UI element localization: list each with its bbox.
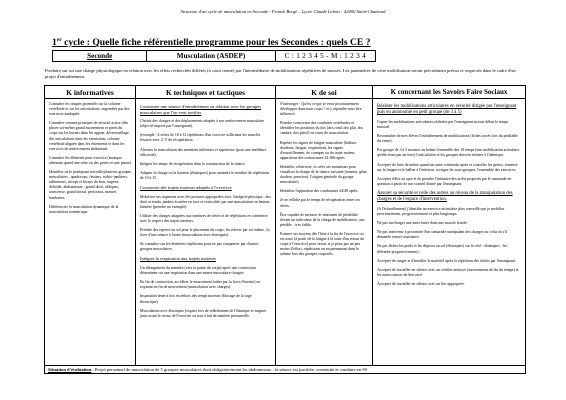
title-text: cycle : Quelle fiche référentielle programme pour les Secondes : quels CE ? xyxy=(61,37,371,49)
title-superscript: er xyxy=(56,37,62,43)
list-item: En fin de contraction, accélérer le mouvement (aider par la force d'inertie) en expirant en fin de mouvement (musculation avec charges). xyxy=(140,280,261,290)
section-heading: Assurer sa sécurité et celle des autres au niveau de la manipulation des charges et de l'espace d'intervention. xyxy=(377,190,513,202)
competence-codes-cell: C : 1 2 3 4 5 - M : 1 2 3 4 xyxy=(284,52,366,60)
page-title xyxy=(52,37,371,48)
list-item: Accepter de faire de même quand un autre a entendu après et contrôler les gestes, remettre sur la longue et le ballon à l'intérieur, corrigez les sous-groupes, l'ensemble des exercices. xyxy=(377,162,518,172)
column-savoirs-faire-sociaux xyxy=(373,86,525,365)
list-item: Ne pas intervenir à proximité d'un camarade manipulant des charges ou celui où s'il demande encore assistance. xyxy=(377,230,508,240)
list-item: Par groupe de 3 à 5 montrer au balant l'ensemble des 10 temps (une mobilisation articulaire qu'elle tiens par un tiers) l'articulation et les groupes doivent réaliser à l'identique. xyxy=(377,148,520,158)
column-heading: K informatives xyxy=(45,86,135,99)
list-item: Ne pas lâcher les poids et les déposer au sol (élastiques) sur le côté - élastiques : les défendre progressivement). xyxy=(377,244,507,254)
evaluation-text: : Projet personnel de musculation de 5 groupes musculaires dont obligatoirement les abdominaux : la séance est justifiée, construite et conduite en S9 xyxy=(91,367,368,372)
intro-paragraph: Produire sur soi une charge physiologique en relation avec les effets recherchés différés (à court terme) par l'intermédiaire de mobilisations répétitives de masses. Les paramètres de cette mobilisation seront précisément prévus et respectés dans le cadre d'un projet d'entraînement. xyxy=(45,68,516,79)
list-item: Accepter d'être au spot et de prendre l'initiative des arrêts proposés par le camarade en question à partir de son conseil donné par l'enseignant. xyxy=(377,176,512,186)
list-item: Mobiliser ses segments avec des postures appropriées avec l'intégrité physique : dos droit et tendu, jambes écartées en face et verticalité, par une musculation en lenteur, lumière (prendre un exemple). xyxy=(140,194,271,209)
subhead-table xyxy=(52,50,376,62)
list-item: Être capable de mesurer le sentiment de pénibilité devant un indicateur de la charge de mobilisation : pas pénible – très faible. xyxy=(280,212,365,227)
list-item: Connaître certains principes de sécurité active (des placer soi-même grand mouvement et posés du corps sur les bornes dans les appuis, déverrouillage des articulations dans les extensions, colonne vertébrale alignée dans les étirements et dans les exercices de renforcement abdominal. xyxy=(49,121,129,151)
list-item: Connaître les risques potentiels sur la colonne vertébrale et sur les articulations, engendrés par des exercices inadaptés. xyxy=(49,102,130,117)
list-item: Intégrer les temps de récupération dans la construction de la séance. xyxy=(140,161,246,166)
column-body xyxy=(45,99,135,365)
column-body xyxy=(276,99,372,365)
list-item: Accepter de travailler en silence avec un vérifier nettoyer (mouvements de fin du temps) et les autres autour du lien ravé. xyxy=(377,267,519,277)
list-item: Reconnaître de mes élèves l'enchaînement de mobilisations (fiches tracés lors du préalable du vente). xyxy=(377,134,518,144)
evaluation-label: Situation d'évaluation xyxy=(48,367,92,372)
section-heading: Construire des trajets moteurs adaptés à l'exercice xyxy=(140,185,232,191)
list-item: Identifier où le pratiquant travaille plusieurs groupes musculaires : quadriceps, fessiers, ischio-jambiers, adducteurs, triceps et biceps du bras, trapèze, deltoïde, abdominaux : grand droit, obliques, transverse, grand dorsal, pectoraux, masses lombaires. xyxy=(49,170,131,200)
list-item: Un allongement du membre (vers la partie du corps) après une contraction déterminée sur une respiration dans une masse musculaire chargée. xyxy=(140,266,256,276)
list-item: Identifier, relativiser, et créer ses sensations pour visualiser la charge de la séance suivante (tension, gêne, douleur, pression), l'origine générale du groupe musculaire). xyxy=(280,164,368,185)
column-heading: K techniques et tactiques xyxy=(136,86,275,99)
column-de-soi xyxy=(276,86,373,365)
list-item: (exemple : 4 séries de 10 à 12 répétitions d'un exercice sollicitant les muscles fessiers avec 2'-3' de récupération. xyxy=(140,133,261,143)
list-item: S'interroger : Qu'est ce que je veux prioritairement développer dans mon corps ? et y répondre sous être influencé. xyxy=(280,102,362,117)
list-item: Se connaître sur les dernières répétitions pour ne pas compenser par d'autres groupes musculaires. xyxy=(140,242,259,252)
list-item: (A l'échauffement) j'identifie un exercice articulaire plus conseillé que je mobilise prioritairement, progressivement et plus longtemps. xyxy=(377,206,505,217)
activity-cell: Musculation (ASDEP) xyxy=(147,51,275,61)
column-informatives xyxy=(45,86,136,365)
knowledge-table xyxy=(44,85,526,366)
section-heading: Construire une séance d'entraînement en relation avec les groupes musculaires que l'on veut tonifier xyxy=(140,104,261,115)
list-item: Musculation avec élastiques (expirer lors de relâchement de l'élastique et inspirer juste avant le retour de l'exercice ou tout à fait de manière personnelle. xyxy=(140,308,267,318)
title-prefix: 1 xyxy=(52,37,57,49)
list-item: Choisir des charges et des déplacements adaptés à son renforcement musculaire (objectif imposé par l'enseignant). xyxy=(140,119,264,129)
list-item: Connaître les éléments pour exercice (musique alternant quand une série ou des gestes et une pause) xyxy=(49,155,131,165)
list-item: Identifier l'apparition des courbatures 24/48 après. xyxy=(280,189,359,194)
list-item: Repérer les signes de fatigue musculaire (brûlure, douleurs, fatigue, respiration), les signes d'essoufflement, de crampes ou du trajet moteur, apparitions des contractures 24-48h après. xyxy=(280,140,358,160)
list-item: Utiliser des charges adaptées aux nombres de séries et de répétitions en cohérence avec le respect des trajets moteurs. xyxy=(140,213,268,223)
list-item: Prendre des repères au sol pour le placement du corps, les relever par soi-même, s'y fixer d'une séance à l'autre (musculation avec élastiques). xyxy=(140,228,271,238)
list-item: Accepter de travailler en silence avec un lire appropriée. xyxy=(377,281,465,286)
list-item: Différencier la musculation dynamique de la musculation isométrique. xyxy=(49,204,119,214)
list-item: Copier les mobilisations articulaires réalisées par l'enseignant au tout début le temps musical. xyxy=(377,120,509,130)
column-body xyxy=(373,99,525,365)
list-item: Je ne relâche pas le temps de récupération entre ces séries. xyxy=(280,198,361,208)
list-item: Prendre conscience des conduites vertébrales et identifier les positions du dos (dos rond, dos plat, dos cambré, dos placé) en cours de musculation. xyxy=(280,121,364,136)
list-item: Adapter la charge ou la hauteur (élastiques) pour atteindre le nombre de répétitions de 10 à 15. xyxy=(140,170,270,180)
column-techniques xyxy=(136,86,276,365)
column-body xyxy=(136,99,275,365)
document-header-line: Structure d'un cycle de musculation en Seconde - Franck Bergé – Lycée Claude Lebois - 42400 Saint-Chamond xyxy=(180,9,386,14)
section-heading: Réaliser les mobilisations articulaires en sécurité dirigée par l'enseignant puis en autonomie en petit groupe (de 3 à 5) xyxy=(377,104,517,115)
level-cell: Seconde xyxy=(53,51,147,61)
list-item: Ne pas surcharger une autre barre dans une muscle lourde. xyxy=(377,221,468,226)
list-item: Alterner la musculation des membres inférieurs et supérieurs (pour une meilleure efficacité). xyxy=(140,147,267,157)
list-item: Inspiration lente à lors en dehors des temps moteurs (blocage de la cage thoracique). xyxy=(140,294,252,304)
section-heading: Intégrer la respiration aux trajets moteurs xyxy=(140,256,216,262)
list-item: Estimer ses moyens dès l'hôte à la fin de l'exercice ou en cours (à partir de la fatigue à la suite d'un retour du corps à l'exercice) pour savoir si je peux pas un peu moins d'effort, répétitions ou en permanent dans le rythme lors des groupes corporels. xyxy=(280,231,365,257)
column-heading: K de soi xyxy=(276,86,372,99)
column-heading: K concernant les Savoirs Faire Sociaux xyxy=(373,86,525,99)
list-item: Accepter de ranger et d'installer le matériel après la répétition des tâches par l'enseignant. xyxy=(377,258,517,263)
evaluation-row xyxy=(44,366,526,374)
